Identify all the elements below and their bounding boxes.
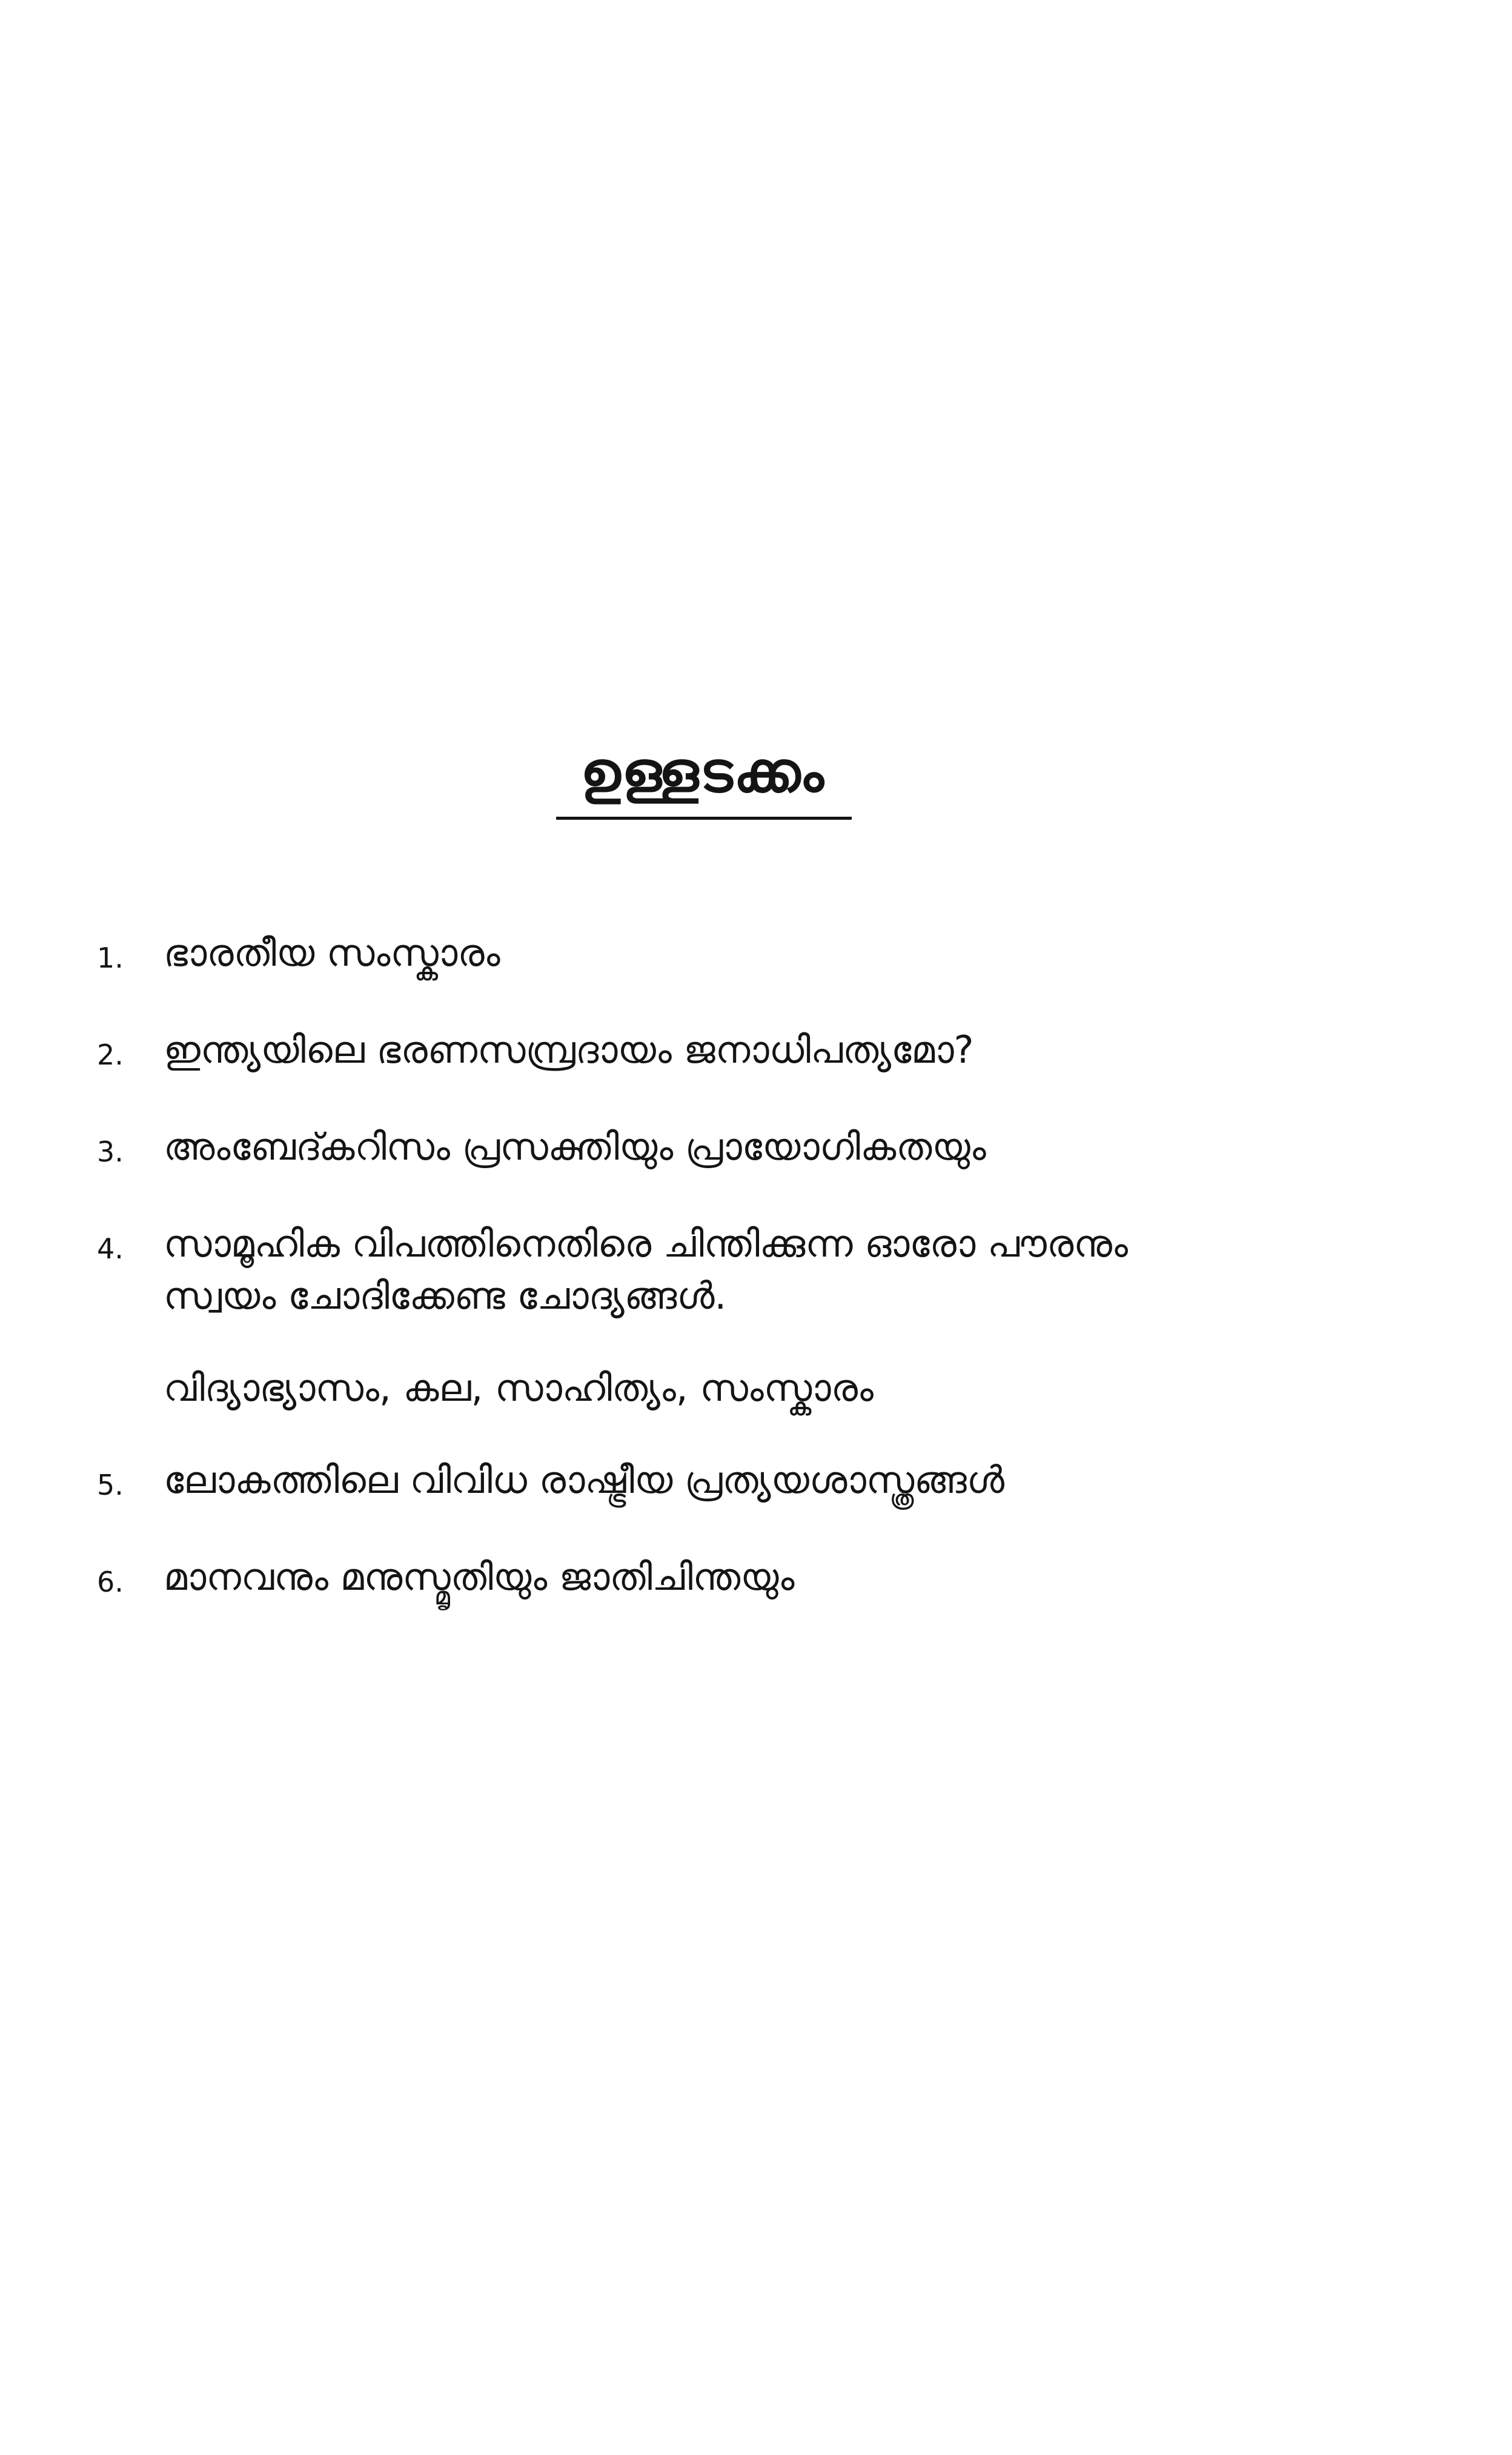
page-title-container [545,733,860,812]
page-title: ഉള്ളടക്കം [580,740,825,805]
toc-entry-number: 4. [97,1232,124,1265]
toc-entry-line: സാമൂഹിക വിപത്തിനെതിരെ ചിന്തിക്കുന്ന ഓരോ പൗരനും [164,1221,1128,1266]
toc-entry-6 [97,1551,1430,1608]
toc-subentry [97,1362,1430,1414]
toc-entry-number: 5. [97,1469,124,1501]
toc-entry-3 [97,1121,1430,1178]
toc-entry-4 [97,1218,1430,1322]
toc-entry-5 [97,1454,1430,1511]
toc-entry-number: 3. [97,1135,124,1168]
toc-subentry-text: വിദ്യാഭ്യാസം, കല, സാഹിത്യം, സംസ്കാരം [164,1366,874,1410]
toc-entry-1 [97,927,1430,984]
toc-entry-text [164,1218,1430,1322]
title-underline [556,817,852,820]
toc-entry-text: അംബേദ്കറിസം പ്രസക്തിയും പ്രായോഗികതയും [164,1125,986,1169]
toc-entry-text: ഭാരതീയ സംസ്കാരം [164,931,500,975]
toc-entry-text: ഇന്ത്യയിലെ ഭരണസമ്പ്രദായം ജനാധിപത്യമോ? [164,1028,974,1072]
toc-entry-number: 1. [97,942,124,974]
toc-entry-text: മാനവനും മനുസ്മൃതിയും ജാതിചിന്തയും [164,1555,795,1599]
toc-entry-text: ലോകത്തിലെ വിവിധ രാഷ്ട്രീയ പ്രത്യയശാസ്ത്രങ്ങൾ [164,1458,1005,1502]
toc-entry-2 [97,1024,1430,1081]
toc-entry-number: 2. [97,1038,124,1071]
toc-entry-number: 6. [97,1566,124,1598]
table-of-contents [97,927,1430,1608]
toc-entry-line: സ്വയം ചോദിക്കേണ്ട ചോദ്യങ്ങൾ. [164,1274,727,1318]
